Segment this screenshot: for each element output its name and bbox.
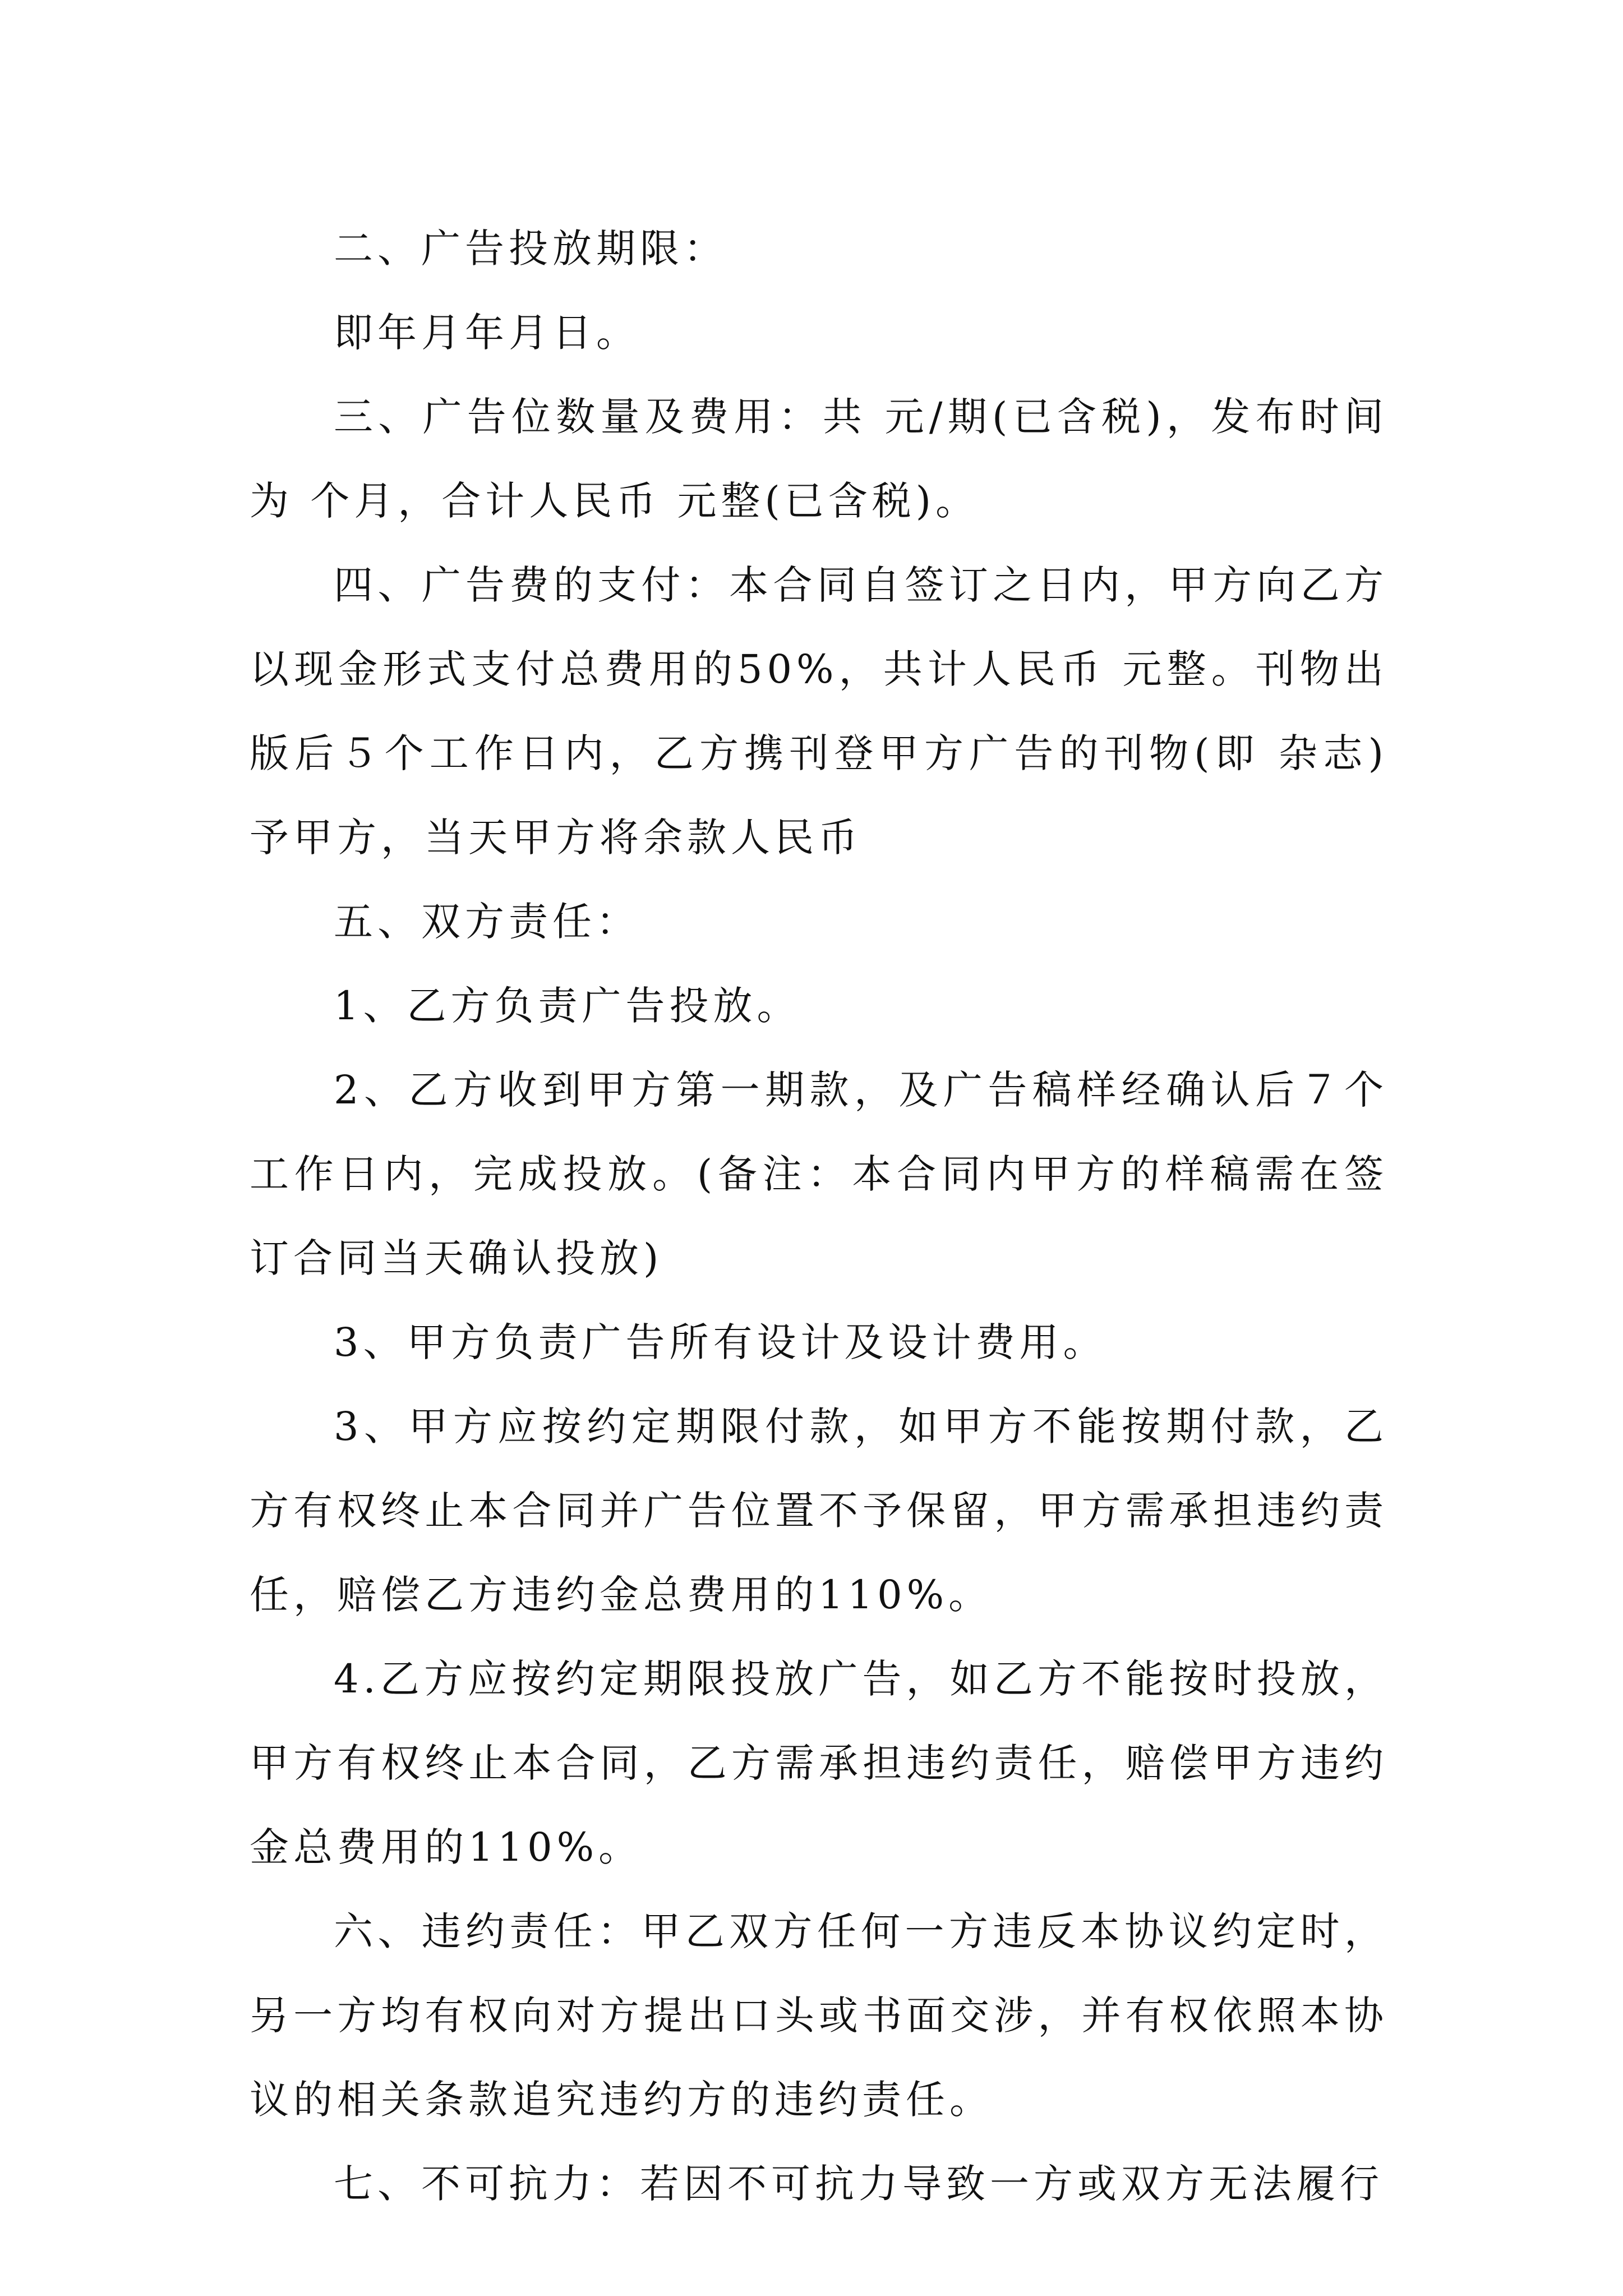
clause-ad-quantity-fees: 三、广告位数量及费用：共 元/期(已含税)，发布时间为 个月，合计人民币 元整(已含税)。 <box>250 394 1388 524</box>
clause-ad-period-dates: 即年月年月日。 <box>334 310 640 356</box>
responsibility-item-4: 4.乙方应按约定期限投放广告，如乙方不能按时投放，甲方有权终止本合同，乙方需承担违约责任，赔偿甲方违约金总费用的110%。 <box>250 1656 1388 1870</box>
responsibility-item-2: 2、乙方收到甲方第一期款，及广告稿样经确认后７个工作日内，完成投放。(备注：本合同内甲方的样稿需在签订合同当天确认投放) <box>250 1067 1388 1281</box>
contract-body <box>250 206 1388 2226</box>
responsibility-item-3a: 3、甲方负责广告所有设计及设计费用。 <box>334 1319 1107 1365</box>
responsibility-item-3b: 3、甲方应按约定期限付款，如甲方不能按期付款，乙方有权终止本合同并广告位置不予保留，甲方需承担违约责任，赔偿乙方违约金总费用的110%。 <box>250 1404 1388 1618</box>
clause-ad-period-heading: 二、广告投放期限： <box>334 226 727 272</box>
clause-responsibilities-heading: 五、双方责任： <box>334 899 640 945</box>
clause-force-majeure: 七、不可抗力：若因不可抗力导致一方或双方无法履行 <box>334 2161 1384 2207</box>
responsibility-item-1: 1、乙方负责广告投放。 <box>334 983 801 1029</box>
clause-payment: 四、广告费的支付：本合同自签订之日内，甲方向乙方以现金形式支付总费用的50%，共计人民币 元整。刊物出版后５个工作日内，乙方携刊登甲方广告的刊物(即 杂志)予甲方，当天甲方将余款人民币 <box>250 562 1388 861</box>
clause-breach-liability: 六、违约责任：甲乙双方任何一方违反本协议约定时，另一方均有权向对方提出口头或书面交涉，并有权依照本协议的相关条款追究违约方的违约责任。 <box>250 1908 1388 2123</box>
